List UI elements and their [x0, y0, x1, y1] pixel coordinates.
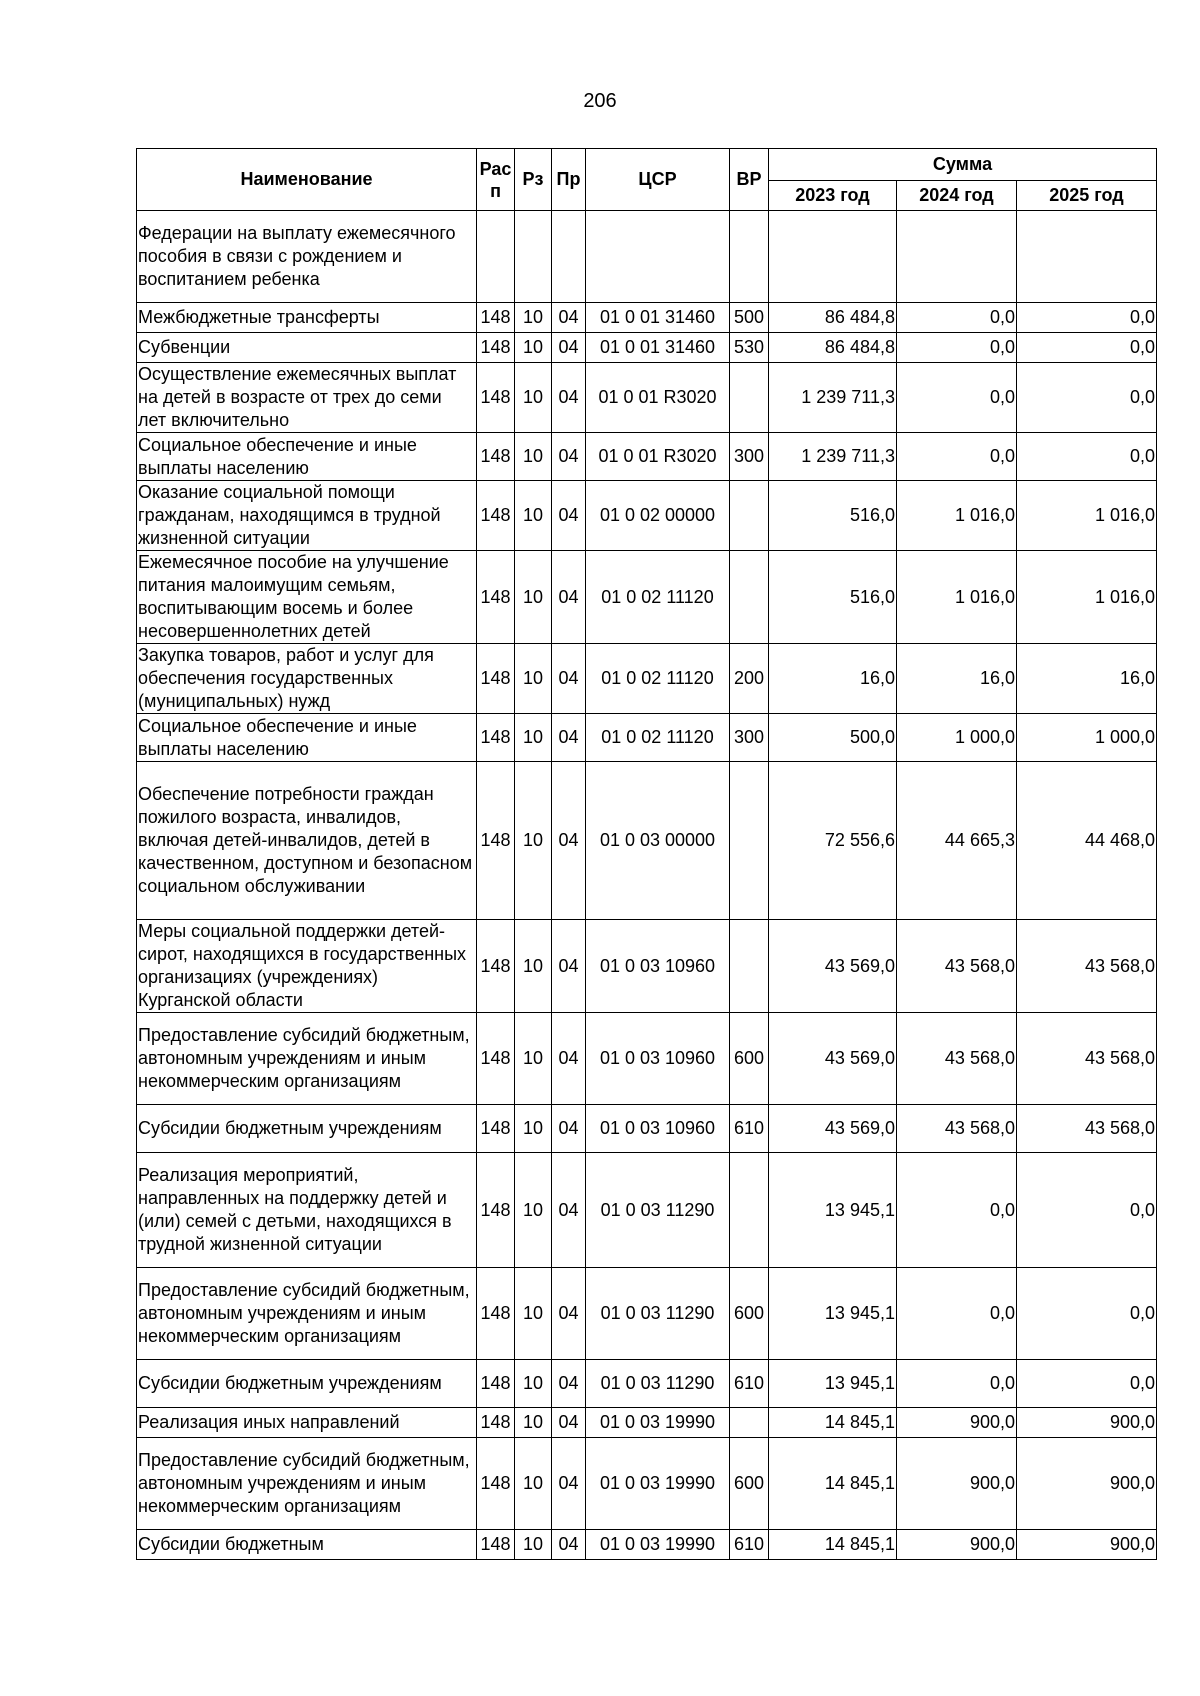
row-name: Реализация иных направлений: [137, 1408, 477, 1438]
row-pr: 04: [552, 920, 586, 1013]
row-name: Осуществление ежемесячных выплат на детей в возрасте от трех до семи лет включительно: [137, 363, 477, 433]
row-name: Социальное обеспечение и иные выплаты населению: [137, 714, 477, 762]
row-sum-2024: 0,0: [897, 333, 1017, 363]
row-pr: 04: [552, 303, 586, 333]
row-vr: 300: [730, 433, 769, 481]
table-row: [137, 363, 1157, 433]
row-name: Федерации на выплату ежемесячного пособия в связи с рождением и воспитанием ребенка: [137, 211, 477, 303]
table-row: [137, 1013, 1157, 1105]
table-row: [137, 1438, 1157, 1530]
row-rz: 10: [515, 481, 552, 551]
header-sum: Сумма: [769, 149, 1157, 181]
row-rasp: 148: [477, 551, 515, 644]
table-row: [137, 211, 1157, 303]
row-sum-2025: 44 468,0: [1017, 762, 1157, 920]
row-sum-2023: 13 945,1: [769, 1268, 897, 1360]
header-vr: ВР: [730, 149, 769, 211]
row-csr: 01 0 03 10960: [586, 1013, 730, 1105]
row-pr: 04: [552, 481, 586, 551]
row-sum-2024: 1 000,0: [897, 714, 1017, 762]
row-name: Предоставление субсидий бюджетным, автономным учреждениям и иным некоммерческим организациям: [137, 1438, 477, 1530]
row-sum-2023: 16,0: [769, 644, 897, 714]
row-vr: 600: [730, 1013, 769, 1105]
row-vr: 600: [730, 1268, 769, 1360]
row-rasp: 148: [477, 714, 515, 762]
row-sum-2023: 43 569,0: [769, 920, 897, 1013]
table-row: [137, 433, 1157, 481]
row-sum-2025: [1017, 211, 1157, 303]
row-name: Закупка товаров, работ и услуг для обеспечения государственных (муниципальных) нужд: [137, 644, 477, 714]
row-pr: 04: [552, 1268, 586, 1360]
row-sum-2023: [769, 211, 897, 303]
row-vr: [730, 211, 769, 303]
row-sum-2025: 1 016,0: [1017, 551, 1157, 644]
table-row: [137, 1105, 1157, 1153]
row-vr: [730, 920, 769, 1013]
page-number: 206: [583, 90, 617, 112]
row-csr: 01 0 03 10960: [586, 1105, 730, 1153]
row-rasp: [477, 211, 515, 303]
row-sum-2024: 16,0: [897, 644, 1017, 714]
row-vr: [730, 762, 769, 920]
row-csr: [586, 211, 730, 303]
row-sum-2023: 516,0: [769, 551, 897, 644]
row-sum-2023: 86 484,8: [769, 333, 897, 363]
row-name: Обеспечение потребности граждан пожилого возраста, инвалидов, включая детей-инвалидов, детей в качественном, доступном и безопасном социальном обслуживании: [137, 762, 477, 920]
table-row: [137, 1530, 1157, 1560]
row-vr: [730, 1408, 769, 1438]
row-rz: 10: [515, 363, 552, 433]
row-sum-2023: 14 845,1: [769, 1408, 897, 1438]
row-rz: 10: [515, 714, 552, 762]
row-csr: 01 0 02 11120: [586, 551, 730, 644]
row-name: Субсидии бюджетным учреждениям: [137, 1105, 477, 1153]
row-pr: 04: [552, 1530, 586, 1560]
row-pr: 04: [552, 363, 586, 433]
row-rasp: 148: [477, 1013, 515, 1105]
row-vr: 500: [730, 303, 769, 333]
row-pr: 04: [552, 714, 586, 762]
row-sum-2025: 43 568,0: [1017, 1105, 1157, 1153]
row-sum-2023: 1 239 711,3: [769, 433, 897, 481]
row-vr: 610: [730, 1360, 769, 1408]
table-row: [137, 1153, 1157, 1268]
table-row: [137, 303, 1157, 333]
row-vr: 300: [730, 714, 769, 762]
row-name: Предоставление субсидий бюджетным, автономным учреждениям и иным некоммерческим организациям: [137, 1268, 477, 1360]
table-row: [137, 644, 1157, 714]
row-pr: 04: [552, 1105, 586, 1153]
table-row: [137, 481, 1157, 551]
row-rasp: 148: [477, 333, 515, 363]
row-vr: 200: [730, 644, 769, 714]
row-pr: 04: [552, 433, 586, 481]
row-rz: 10: [515, 644, 552, 714]
row-sum-2024: 43 568,0: [897, 920, 1017, 1013]
row-rasp: 148: [477, 363, 515, 433]
row-sum-2024: 0,0: [897, 363, 1017, 433]
row-name: Межбюджетные трансферты: [137, 303, 477, 333]
row-csr: 01 0 02 11120: [586, 644, 730, 714]
row-sum-2024: [897, 211, 1017, 303]
row-pr: 04: [552, 333, 586, 363]
row-pr: 04: [552, 1013, 586, 1105]
row-sum-2025: 43 568,0: [1017, 1013, 1157, 1105]
row-rasp: 148: [477, 1268, 515, 1360]
row-pr: 04: [552, 1408, 586, 1438]
row-csr: 01 0 02 00000: [586, 481, 730, 551]
row-vr: 610: [730, 1530, 769, 1560]
row-rasp: 148: [477, 920, 515, 1013]
row-sum-2023: 72 556,6: [769, 762, 897, 920]
row-rz: 10: [515, 1153, 552, 1268]
row-sum-2024: 44 665,3: [897, 762, 1017, 920]
row-rasp: 148: [477, 1153, 515, 1268]
budget-table: [136, 148, 1157, 1560]
row-rz: 10: [515, 333, 552, 363]
row-pr: 04: [552, 762, 586, 920]
row-pr: 04: [552, 1438, 586, 1530]
row-rasp: 148: [477, 1438, 515, 1530]
row-csr: 01 0 01 R3020: [586, 433, 730, 481]
row-vr: [730, 551, 769, 644]
row-rasp: 148: [477, 433, 515, 481]
row-csr: 01 0 01 R3020: [586, 363, 730, 433]
row-sum-2025: 0,0: [1017, 333, 1157, 363]
row-name: Субсидии бюджетным: [137, 1530, 477, 1560]
row-sum-2024: 0,0: [897, 1153, 1017, 1268]
row-sum-2024: 1 016,0: [897, 481, 1017, 551]
row-sum-2024: 900,0: [897, 1438, 1017, 1530]
row-sum-2024: 0,0: [897, 1360, 1017, 1408]
row-rasp: 148: [477, 303, 515, 333]
row-sum-2025: 43 568,0: [1017, 920, 1157, 1013]
row-sum-2025: 900,0: [1017, 1530, 1157, 1560]
row-csr: 01 0 01 31460: [586, 303, 730, 333]
row-rz: 10: [515, 1360, 552, 1408]
row-sum-2023: 13 945,1: [769, 1360, 897, 1408]
row-vr: 610: [730, 1105, 769, 1153]
row-sum-2025: 16,0: [1017, 644, 1157, 714]
row-vr: [730, 363, 769, 433]
row-name: Оказание социальной помощи гражданам, находящимся в трудной жизненной ситуации: [137, 481, 477, 551]
row-rz: 10: [515, 1105, 552, 1153]
row-rasp: 148: [477, 1408, 515, 1438]
row-csr: 01 0 03 19990: [586, 1408, 730, 1438]
header-pr: Пр: [552, 149, 586, 211]
row-rz: 10: [515, 1268, 552, 1360]
row-csr: 01 0 03 19990: [586, 1438, 730, 1530]
row-csr: 01 0 01 31460: [586, 333, 730, 363]
header-name: Наименование: [137, 149, 477, 211]
table-row: [137, 333, 1157, 363]
table-row: [137, 714, 1157, 762]
row-sum-2023: 43 569,0: [769, 1105, 897, 1153]
header-2023: 2023 год: [769, 181, 897, 211]
table-row: [137, 920, 1157, 1013]
row-vr: 530: [730, 333, 769, 363]
row-csr: 01 0 03 11290: [586, 1360, 730, 1408]
row-name: Субсидии бюджетным учреждениям: [137, 1360, 477, 1408]
row-sum-2023: 43 569,0: [769, 1013, 897, 1105]
row-vr: 600: [730, 1438, 769, 1530]
row-pr: [552, 211, 586, 303]
row-name: Субвенции: [137, 333, 477, 363]
row-rasp: 148: [477, 481, 515, 551]
row-rasp: 148: [477, 644, 515, 714]
row-csr: 01 0 02 11120: [586, 714, 730, 762]
row-csr: 01 0 03 19990: [586, 1530, 730, 1560]
row-rz: 10: [515, 303, 552, 333]
row-sum-2025: 0,0: [1017, 1268, 1157, 1360]
row-rz: 10: [515, 1438, 552, 1530]
row-vr: [730, 1153, 769, 1268]
row-name: Меры социальной поддержки детей-сирот, находящихся в государственных организациях (учреждениях) Курганской области: [137, 920, 477, 1013]
row-name: Реализация мероприятий, направленных на поддержку детей и (или) семей с детьми, находящихся в трудной жизненной ситуации: [137, 1153, 477, 1268]
row-sum-2025: 900,0: [1017, 1408, 1157, 1438]
row-sum-2024: 900,0: [897, 1530, 1017, 1560]
row-sum-2023: 13 945,1: [769, 1153, 897, 1268]
row-name: Ежемесячное пособие на улучшение питания малоимущим семьям, воспитывающим восемь и более несовершеннолетних детей: [137, 551, 477, 644]
row-rz: 10: [515, 1013, 552, 1105]
row-csr: 01 0 03 11290: [586, 1268, 730, 1360]
row-name: Предоставление субсидий бюджетным, автономным учреждениям и иным некоммерческим организациям: [137, 1013, 477, 1105]
header-rz: Рз: [515, 149, 552, 211]
row-rasp: 148: [477, 762, 515, 920]
table-row: [137, 551, 1157, 644]
row-csr: 01 0 03 11290: [586, 1153, 730, 1268]
row-pr: 04: [552, 1360, 586, 1408]
row-sum-2023: 14 845,1: [769, 1438, 897, 1530]
table-row: [137, 1360, 1157, 1408]
row-sum-2025: 900,0: [1017, 1438, 1157, 1530]
row-sum-2025: 0,0: [1017, 363, 1157, 433]
row-rasp: 148: [477, 1105, 515, 1153]
row-sum-2023: 14 845,1: [769, 1530, 897, 1560]
row-rz: [515, 211, 552, 303]
row-rz: 10: [515, 762, 552, 920]
header-csr: ЦСР: [586, 149, 730, 211]
header-2025: 2025 год: [1017, 181, 1157, 211]
table-row: [137, 762, 1157, 920]
row-rz: 10: [515, 920, 552, 1013]
row-rasp: 148: [477, 1360, 515, 1408]
row-sum-2024: 1 016,0: [897, 551, 1017, 644]
row-sum-2023: 500,0: [769, 714, 897, 762]
row-name: Социальное обеспечение и иные выплаты населению: [137, 433, 477, 481]
table-row: [137, 1408, 1157, 1438]
row-sum-2025: 0,0: [1017, 433, 1157, 481]
row-pr: 04: [552, 551, 586, 644]
row-sum-2024: 0,0: [897, 1268, 1017, 1360]
row-csr: 01 0 03 00000: [586, 762, 730, 920]
row-sum-2025: 0,0: [1017, 303, 1157, 333]
row-rz: 10: [515, 433, 552, 481]
row-sum-2024: 43 568,0: [897, 1105, 1017, 1153]
row-sum-2025: 0,0: [1017, 1153, 1157, 1268]
row-vr: [730, 481, 769, 551]
row-sum-2025: 0,0: [1017, 1360, 1157, 1408]
row-sum-2023: 1 239 711,3: [769, 363, 897, 433]
row-csr: 01 0 03 10960: [586, 920, 730, 1013]
row-sum-2025: 1 000,0: [1017, 714, 1157, 762]
row-sum-2024: 43 568,0: [897, 1013, 1017, 1105]
row-rz: 10: [515, 1530, 552, 1560]
header-rasp: Рас п: [477, 149, 515, 211]
row-pr: 04: [552, 644, 586, 714]
row-pr: 04: [552, 1153, 586, 1268]
row-sum-2024: 0,0: [897, 303, 1017, 333]
row-sum-2023: 86 484,8: [769, 303, 897, 333]
row-rz: 10: [515, 1408, 552, 1438]
table-row: [137, 1268, 1157, 1360]
row-sum-2024: 900,0: [897, 1408, 1017, 1438]
row-rasp: 148: [477, 1530, 515, 1560]
header-2024: 2024 год: [897, 181, 1017, 211]
row-sum-2023: 516,0: [769, 481, 897, 551]
row-sum-2025: 1 016,0: [1017, 481, 1157, 551]
row-rz: 10: [515, 551, 552, 644]
row-sum-2024: 0,0: [897, 433, 1017, 481]
